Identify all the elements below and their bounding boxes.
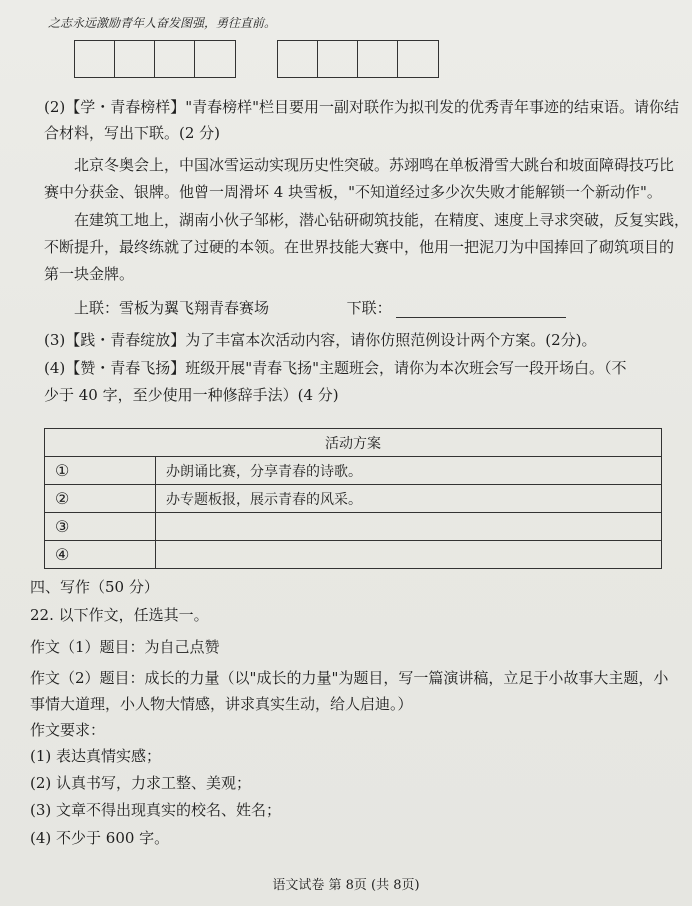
answer-grid-cell[interactable] [318, 41, 358, 77]
requirement-item: (2) 认真书写，力求工整、美观； [30, 774, 252, 792]
lower-couplet-answer-blank[interactable] [396, 301, 566, 318]
plan-row-text: 办专题板报，展示青春的风采。 [156, 485, 662, 513]
answer-grid-cell[interactable] [75, 41, 115, 77]
requirement-item: (4) 不少于 600 字。 [30, 829, 170, 847]
q22-prompt: 22. 以下作文，任选其一。 [30, 606, 209, 624]
plan-row-answer-blank[interactable] [156, 513, 662, 541]
plan-row-number: ① [45, 457, 156, 485]
q4-prompt-line1: (4)【赞・青春飞扬】班级开展"青春飞扬"主题班会，请你为本次班会写一段开场白。（不 [44, 359, 627, 377]
essay-topic2-line2: 事情大道理，小人物大情感，讲求真实生动，给人启迪。） [30, 695, 413, 713]
activity-plan-table [44, 428, 662, 569]
q3-prompt: (3)【践・青春绽放】为了丰富本次活动内容，请你仿照范例设计两个方案。(2分)。 [44, 331, 597, 349]
top-line-text: 之志永远激励青年人奋发图强，勇往直前。 [48, 16, 277, 30]
answer-grid-cell[interactable] [358, 41, 398, 77]
q2-paragraph2-line3: 第一块金牌。 [44, 265, 135, 283]
plan-row-answer-blank[interactable] [156, 541, 662, 569]
answer-grid-cell[interactable] [398, 41, 438, 77]
plan-table-header: 活动方案 [45, 429, 662, 457]
q2-prompt-line2: 合材料，写出下联。(2 分) [44, 124, 221, 142]
upper-couplet: 上联：雪板为翼飞翔青春赛场 [74, 299, 270, 317]
answer-grid-cell[interactable] [155, 41, 195, 77]
q4-prompt-line2: 少于 40 字，至少使用一种修辞手法）(4 分) [44, 386, 339, 404]
essay-topic1: 作文（1）题目：为自己点赞 [30, 638, 220, 656]
lower-couplet-label: 下联： [346, 299, 392, 317]
requirement-item: (1) 表达真情实感； [30, 747, 162, 765]
table-row [45, 485, 662, 513]
essay-topic2-line1: 作文（2）题目：成长的力量（以"成长的力量"为题目，写一篇演讲稿，立足于小故事大主题，小 [30, 669, 669, 687]
page-footer: 语文试卷 第 8页 (共 8页) [272, 878, 420, 893]
answer-grid-right [277, 40, 439, 78]
table-row [45, 513, 662, 541]
q2-paragraph1-line2: 赛中分获金、银牌。他曾一周滑坏 4 块雪板，"不知道经过多少次失败才能解锁一个新动作"。 [44, 183, 662, 201]
requirement-item: (3) 文章不得出现真实的校名、姓名； [30, 801, 282, 819]
plan-row-number: ③ [45, 513, 156, 541]
answer-grid-cell[interactable] [115, 41, 155, 77]
couplet-row [74, 298, 566, 318]
answer-grid-left [74, 40, 236, 78]
q2-paragraph1-line1: 北京冬奥会上，中国冰雪运动实现历史性突破。苏翊鸣在单板滑雪大跳台和坡面障碍技巧比 [74, 156, 675, 174]
q2-paragraph2-line2: 不断提升，最终练就了过硬的本领。在世界技能大赛中，他用一把泥刀为中国捧回了砌筑项目的 [44, 238, 675, 256]
section4-heading: 四、写作（50 分） [30, 578, 159, 596]
table-row [45, 457, 662, 485]
q2-prompt-line1: (2)【学・青春榜样】"青春榜样"栏目要用一副对联作为拟刊发的优秀青年事迹的结束语。请你结 [44, 98, 680, 116]
requirements-title: 作文要求： [30, 721, 106, 739]
q2-paragraph2-line1: 在建筑工地上，湖南小伙子邹彬，潜心钻研砌筑技能，在精度、速度上寻求突破，反复实践， [74, 211, 690, 229]
plan-row-text: 办朗诵比赛，分享青春的诗歌。 [156, 457, 662, 485]
answer-grid-cell[interactable] [195, 41, 235, 77]
plan-row-number: ② [45, 485, 156, 513]
answer-grid-cell[interactable] [278, 41, 318, 77]
plan-row-number: ④ [45, 541, 156, 569]
table-row [45, 541, 662, 569]
